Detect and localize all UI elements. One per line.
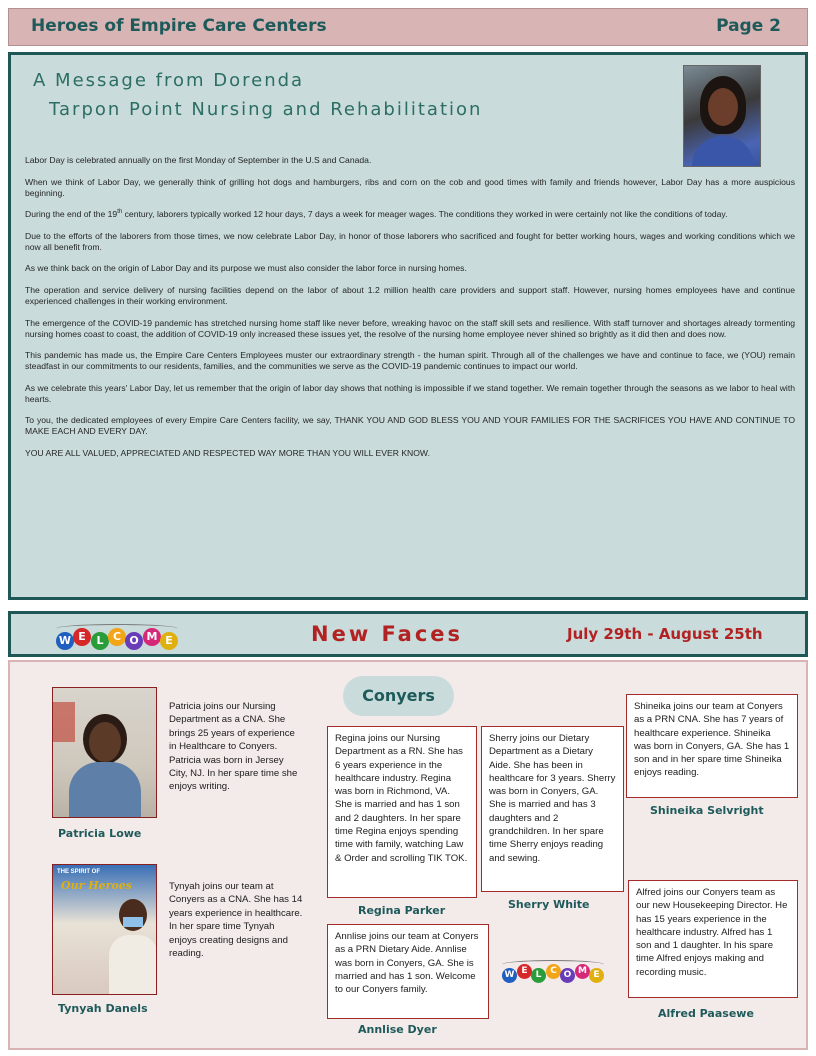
- patricia-bio: Patricia joins our Nursing Department as a CNA. She brings 25 years of experience in Healthcare to Conyers. Patricia was born in Jersey City, NJ. In her spare time she enjoys writing.: [169, 701, 298, 793]
- message-panel: [8, 52, 808, 600]
- shineika-name: Shineika Selvright: [650, 804, 764, 817]
- alfred-name: Alfred Paasewe: [658, 1007, 754, 1020]
- tynyah-bio: Tynyah joins our team at Conyers as a CNA. She has 14 years experience in healthcare. In her spare time Tynyah enjoys creating designs and reading.: [169, 881, 303, 960]
- welcome-balloon: L: [531, 968, 546, 983]
- patricia-photo: [52, 687, 157, 818]
- message-paragraph: As we celebrate this years' Labor Day, let us remember that the origin of labor day shows that nothing is impossible if we stand together. We remain together through the seasons as we labor to heal with hearts.: [25, 382, 795, 404]
- message-paragraph: Due to the efforts of the laborers from those times, we now celebrate Labor Day, in honor of those laborers who sacrificed and fought for better working hours, wages and working conditions which we now all benefit from.: [25, 230, 795, 252]
- welcome-balloon: M: [143, 628, 161, 646]
- annlise-card: [327, 924, 489, 1019]
- welcome-balloon: C: [546, 964, 561, 979]
- message-paragraph: Labor Day is celebrated annually on the first Monday of September in the U.S and Canada.: [25, 155, 372, 165]
- page-header: [8, 8, 808, 46]
- patricia-name: Patricia Lowe: [58, 827, 142, 840]
- tynyah-photo: THE SPIRIT OF Our Heroes: [52, 864, 157, 995]
- alfred-bio: Alfred joins our Conyers team as our new Housekeeping Director. He has 15 years experience in the healthcare industry. Alfred has 1 son and 1 daughter. In his spare time Alfred enjoys making and recording music.: [636, 887, 788, 978]
- message-paragraph: YOU ARE ALL VALUED, APPRECIATED AND RESPECTED WAY MORE THAN YOU WILL EVER KNOW.: [25, 447, 430, 458]
- sherry-bio: Sherry joins our Dietary Department as a Dietary Aide. She has been in healthcare for 3 years. Sherry was born in Conyers, GA. She is married and has 3 daughters and 2 grandchildren. In her spare time Sherry enjoys reading and sewing.: [489, 733, 616, 864]
- welcome-balloon: W: [56, 632, 74, 650]
- welcome-balloon: M: [575, 964, 590, 979]
- message-paragraph: The emergence of the COVID-19 pandemic has stretched nursing home staff like never before, wreaking havoc on the staff skill sets and resilience. With staff turnover and shortages already tormenting nursing homes coast to coast, the addition of COVID-19 only increased these issues yet, the resolve of the nursing home employee never shined so brightly as it did then and does now.: [25, 317, 795, 339]
- shineika-bio: Shineika joins our team at Conyers as a PRN CNA. She has 7 years of healthcare experience. Shineika was born in Conyers, GA. She has 1 son and in her spare time Shineika enjoys reading.: [634, 701, 790, 779]
- sherry-name: Sherry White: [508, 898, 590, 911]
- shineika-card: [626, 694, 798, 798]
- message-subtitle: Tarpon Point Nursing and Rehabilitation: [49, 99, 483, 120]
- message-paragraph: As we think back on the origin of Labor Day and its purpose we must also consider the labor force in nursing homes.: [25, 263, 467, 274]
- welcome-balloon: E: [517, 964, 532, 979]
- welcome-balloon: O: [125, 632, 143, 650]
- message-paragraph: The operation and service delivery of nursing facilities depend on the labor of about 1.2 million health care providers and support staff. However, nursing homes employees have and continue experienced challenges in their working environment.: [25, 284, 795, 306]
- message-paragraph: During the end of the 19th century, laborers typically worked 12 hour days, 7 days a week for meager wages. The conditions they worked in were certainly not like the conditions of today.: [25, 209, 728, 220]
- message-title: A Message from Dorenda: [33, 70, 305, 91]
- annlise-bio: Annlise joins our team at Conyers as a PRN Dietary Aide. Annlise was born in Conyers, GA. She is married and has 1 son. Welcome to our Conyers family.: [335, 931, 479, 996]
- regina-name: Regina Parker: [358, 904, 446, 917]
- message-paragraph: To you, the dedicated employees of every Empire Care Centers facility, we say, THANK YOU AND GOD BLESS YOU AND YOUR FAMILIES FOR THE SACRIFICES YOU HAVE AND CONTINUE TO MAKE EACH AND EVERY DAY.: [25, 415, 795, 437]
- message-paragraph: This pandemic has made us, the Empire Care Centers Employees muster our extraordinary strength - the human spirit. Through all of the challenges we have and continue to face, we (YOU) remain steadfast in our commitments to our residents, families, and the communities we serve as the COVID-19 pandemic continues to impact our world.: [25, 350, 795, 372]
- page-number: Page 2: [716, 16, 781, 36]
- welcome-balloons-icon: [502, 956, 604, 990]
- newsletter-title: Heroes of Empire Care Centers: [31, 16, 327, 36]
- welcome-balloons-icon: [56, 620, 178, 654]
- new-faces-banner: [8, 611, 808, 657]
- message-paragraph: When we think of Labor Day, we generally think of grilling hot dogs and hamburgers, ribs and corn on the cob and good times with family and friends however, Labor Day has a more auspicious beginning.: [25, 176, 795, 198]
- sherry-card: [481, 726, 624, 892]
- location-badge: Conyers: [343, 676, 454, 716]
- welcome-balloon: E: [589, 968, 604, 983]
- welcome-balloon: C: [108, 628, 126, 646]
- welcome-balloon: E: [160, 632, 178, 650]
- new-faces-dates: July 29th - August 25th: [567, 625, 763, 643]
- tynyah-name: Tynyah Danels: [58, 1002, 148, 1015]
- welcome-balloon: E: [73, 628, 91, 646]
- welcome-balloon: L: [91, 632, 109, 650]
- welcome-balloon: W: [502, 968, 517, 983]
- alfred-card: [628, 880, 798, 998]
- dorenda-photo: [683, 65, 761, 167]
- annlise-name: Annlise Dyer: [358, 1023, 437, 1036]
- welcome-balloon: O: [560, 968, 575, 983]
- new-faces-title: New Faces: [311, 622, 464, 646]
- regina-bio: Regina joins our Nursing Department as a RN. She has 6 years experience in the healthcare industry. Regina was born in Richmond, VA. She is married and has 1 son and 2 daughters. In her spare time Regina enjoys spending time with family, watching Law & Order and scrolling TIK TOK.: [335, 733, 468, 864]
- message-body: [25, 155, 795, 470]
- regina-card: [327, 726, 477, 898]
